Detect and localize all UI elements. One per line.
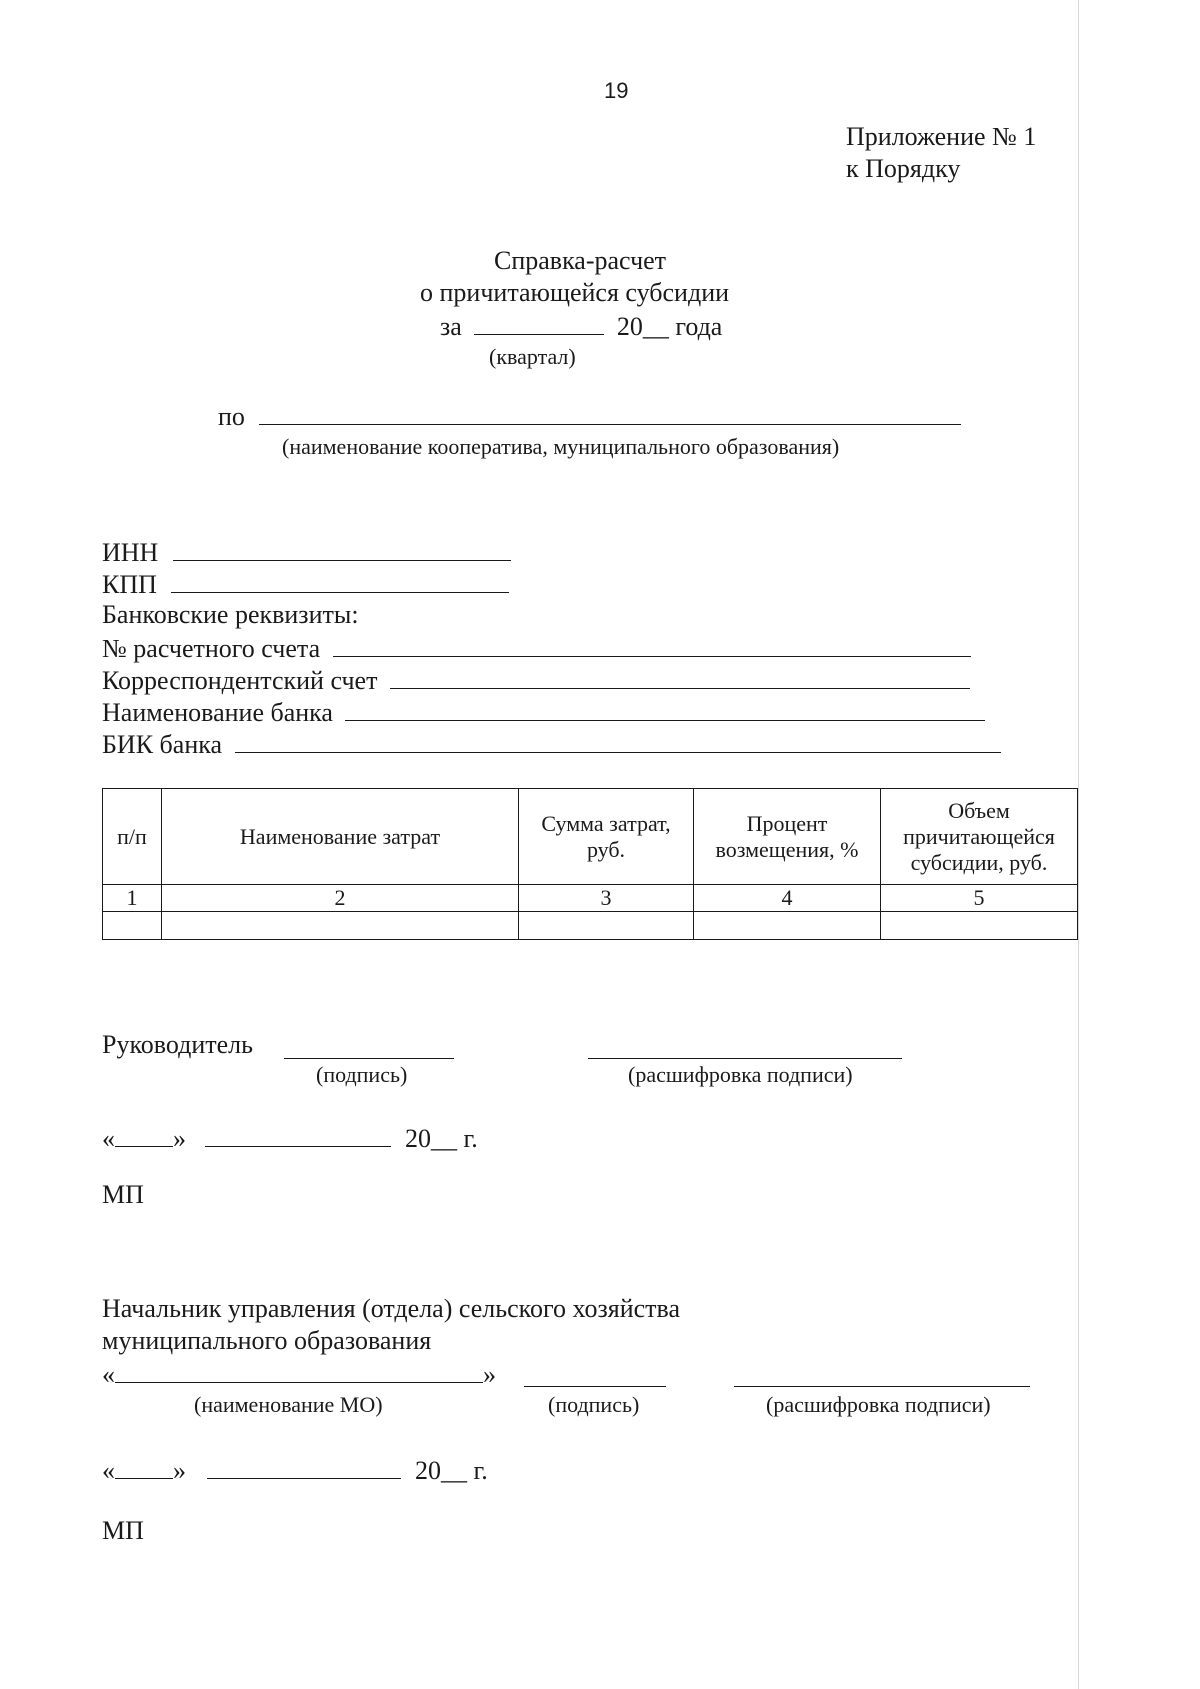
po-label: по [218, 402, 245, 431]
bank-header: Банковские реквизиты: [102, 600, 359, 629]
page-number: 19 [604, 78, 629, 103]
inn-row [102, 536, 511, 568]
table-cell[interactable] [103, 912, 162, 940]
head-year: 20__ г. [405, 1124, 478, 1153]
header-cell: Объем причитающейся субсидии, руб. [881, 789, 1078, 885]
inn-blank[interactable] [173, 536, 511, 561]
kpp-label: КПП [102, 570, 157, 599]
doc-subtitle: о причитающейся субсидии [420, 278, 730, 307]
inn-label: ИНН [102, 538, 159, 567]
head-signature-caption: (подпись) [316, 1062, 408, 1087]
corr-account-row [102, 664, 970, 696]
chief-decode-blank[interactable] [734, 1362, 1030, 1387]
number-cell: 2 [162, 885, 519, 912]
head-signature-blank[interactable] [284, 1034, 454, 1059]
head-stamp: МП [102, 1180, 144, 1209]
account-blank[interactable] [333, 632, 971, 657]
organization-caption: (наименование кооператива, муниципального образования) [282, 434, 840, 459]
date-close-quote: » [173, 1456, 186, 1485]
mo-close-quote: » [483, 1360, 496, 1389]
bik-label: БИК банка [102, 730, 223, 759]
chief-title-line-2: муниципального образования [102, 1326, 432, 1355]
head-signature-area [284, 1034, 454, 1064]
mo-name-blank[interactable] [115, 1358, 483, 1383]
number-cell: 5 [881, 885, 1078, 912]
table-number-row [103, 885, 1078, 912]
chief-month-blank[interactable] [207, 1454, 401, 1479]
head-month-blank[interactable] [205, 1122, 391, 1147]
bik-row [102, 728, 1001, 760]
appendix-line-1: Приложение № 1 [846, 122, 1037, 151]
account-row [102, 632, 971, 664]
po-line [218, 400, 961, 432]
quarter-blank[interactable] [474, 310, 604, 335]
chief-decode-caption: (расшифровка подписи) [766, 1392, 991, 1417]
doc-title: Справка-расчет [494, 246, 667, 275]
chief-date-row [102, 1454, 488, 1486]
subsidy-table [102, 788, 1078, 940]
chief-mo-row [102, 1358, 496, 1390]
number-cell: 4 [694, 885, 881, 912]
quarter-caption: (квартал) [489, 344, 576, 369]
corr-account-blank[interactable] [390, 664, 970, 689]
corr-account-label: Корреспондентский счет [102, 666, 378, 695]
number-cell: 1 [103, 885, 162, 912]
chief-title-line-1: Начальник управления (отдела) сельского хозяйства [102, 1294, 681, 1323]
table-cell[interactable] [519, 912, 694, 940]
head-date-row [102, 1122, 478, 1154]
date-open-quote: « [102, 1124, 115, 1153]
page-edge-line [1078, 0, 1079, 1689]
head-day-blank[interactable] [115, 1122, 173, 1147]
chief-signature-area [524, 1362, 666, 1392]
chief-signature-caption: (подпись) [548, 1392, 640, 1417]
header-cell: п/п [103, 789, 162, 885]
period-za: за [440, 312, 462, 341]
chief-year: 20__ г. [415, 1456, 488, 1485]
header-cell: Наименование затрат [162, 789, 519, 885]
date-close-quote: » [173, 1124, 186, 1153]
table-cell[interactable] [694, 912, 881, 940]
bank-name-row [102, 696, 985, 728]
head-decode-blank[interactable] [588, 1034, 902, 1059]
header-cell: Сумма затрат, руб. [519, 789, 694, 885]
kpp-blank[interactable] [171, 568, 509, 593]
head-label: Руководитель [102, 1030, 253, 1059]
head-decode-caption: (расшифровка подписи) [628, 1062, 853, 1087]
bik-blank[interactable] [235, 728, 1001, 753]
table-header-row [103, 789, 1078, 885]
chief-signature-blank[interactable] [524, 1362, 666, 1387]
appendix-line-2: к Порядку [846, 154, 961, 183]
organization-blank[interactable] [259, 400, 961, 425]
head-decode-area [588, 1034, 902, 1064]
kpp-row [102, 568, 509, 600]
mo-open-quote: « [102, 1360, 115, 1389]
table-row [103, 912, 1078, 940]
header-cell: Процент возмещения, % [694, 789, 881, 885]
table-cell[interactable] [881, 912, 1078, 940]
chief-day-blank[interactable] [115, 1454, 173, 1479]
table-cell[interactable] [162, 912, 519, 940]
number-cell: 3 [519, 885, 694, 912]
mo-caption: (наименование МО) [194, 1392, 383, 1417]
period-year: 20__ года [616, 312, 723, 341]
account-label: № расчетного счета [102, 634, 321, 663]
period-line [440, 310, 722, 342]
chief-stamp: МП [102, 1516, 144, 1545]
bank-name-blank[interactable] [345, 696, 985, 721]
chief-decode-area [734, 1362, 1030, 1392]
bank-name-label: Наименование банка [102, 698, 333, 727]
date-open-quote: « [102, 1456, 115, 1485]
